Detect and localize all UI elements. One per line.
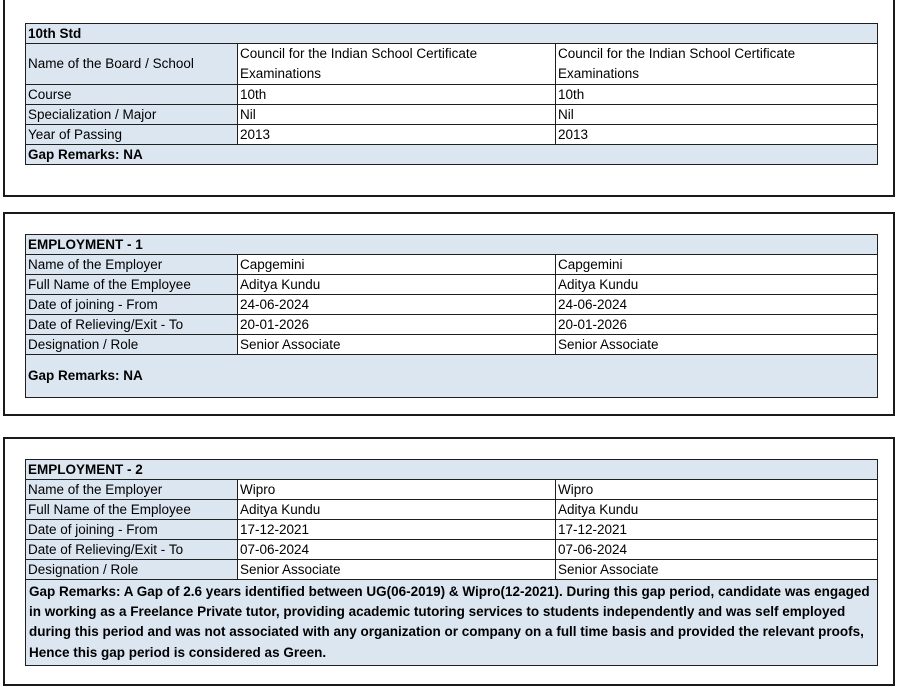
row-value-1: Aditya Kundu <box>238 500 556 520</box>
row-label: Full Name of the Employee <box>26 500 238 520</box>
section-title: EMPLOYMENT - 2 <box>26 460 878 480</box>
employment-2-panel <box>3 437 895 686</box>
row-value-1: Council for the Indian School Certificate Examinations <box>238 44 556 85</box>
gap-remarks: Gap Remarks: NA <box>26 355 878 398</box>
education-10th-table <box>25 23 878 165</box>
row-label: Designation / Role <box>26 335 238 355</box>
row-label: Date of Relieving/Exit - To <box>26 540 238 560</box>
row-label: Name of the Employer <box>26 480 238 500</box>
row-label: Date of joining - From <box>26 520 238 540</box>
employment-1-panel <box>3 212 895 416</box>
gap-remarks: Gap Remarks: NA <box>26 145 878 165</box>
row-label: Year of Passing <box>26 125 238 145</box>
table-row <box>26 105 878 125</box>
row-value-2: 20-01-2026 <box>556 315 878 335</box>
row-value-1: 17-12-2021 <box>238 520 556 540</box>
row-value-2: Senior Associate <box>556 335 878 355</box>
row-value-2: 10th <box>556 85 878 105</box>
row-label: Date of Relieving/Exit - To <box>26 315 238 335</box>
row-label: Specialization / Major <box>26 105 238 125</box>
table-row <box>26 125 878 145</box>
row-value-2: 24-06-2024 <box>556 295 878 315</box>
row-value-1: 2013 <box>238 125 556 145</box>
table-row <box>26 500 878 520</box>
row-value-1: Nil <box>238 105 556 125</box>
row-label: Name of the Employer <box>26 255 238 275</box>
row-value-1: 07-06-2024 <box>238 540 556 560</box>
row-value-2: 17-12-2021 <box>556 520 878 540</box>
row-label: Name of the Board / School <box>26 44 238 85</box>
row-value-2: Wipro <box>556 480 878 500</box>
row-value-2: Council for the Indian School Certificate Examinations <box>556 44 878 85</box>
row-label: Full Name of the Employee <box>26 275 238 295</box>
row-value-2: Senior Associate <box>556 560 878 580</box>
row-value-1: Senior Associate <box>238 335 556 355</box>
table-row <box>26 335 878 355</box>
table-row <box>26 44 878 85</box>
table-row <box>26 480 878 500</box>
row-value-2: Aditya Kundu <box>556 275 878 295</box>
table-row <box>26 315 878 335</box>
row-value-2: Capgemini <box>556 255 878 275</box>
table-row <box>26 275 878 295</box>
employment-2-table <box>25 459 878 666</box>
row-label: Date of joining - From <box>26 295 238 315</box>
row-value-1: Wipro <box>238 480 556 500</box>
row-label: Designation / Role <box>26 560 238 580</box>
table-row <box>26 540 878 560</box>
table-row <box>26 520 878 540</box>
gap-remarks: Gap Remarks: A Gap of 2.6 years identified between UG(06-2019) & Wipro(12-2021). During this gap period, candidate was engaged in working as a Freelance Private tutor, providing academic tutoring services to students independently and was self employed during this period and was not associated with any organization or company on a full time basis and provided the relevant proofs, Hence this gap period is considered as Green. <box>26 580 878 666</box>
section-title: EMPLOYMENT - 1 <box>26 235 878 255</box>
row-value-2: Nil <box>556 105 878 125</box>
row-value-1: 24-06-2024 <box>238 295 556 315</box>
employment-1-table <box>25 234 878 398</box>
row-value-1: Senior Associate <box>238 560 556 580</box>
table-row <box>26 85 878 105</box>
row-value-2: 07-06-2024 <box>556 540 878 560</box>
row-value-2: 2013 <box>556 125 878 145</box>
table-row <box>26 255 878 275</box>
table-row <box>26 295 878 315</box>
row-value-1: 10th <box>238 85 556 105</box>
table-row <box>26 560 878 580</box>
row-value-2: Aditya Kundu <box>556 500 878 520</box>
row-value-1: Aditya Kundu <box>238 275 556 295</box>
education-10th-panel <box>3 0 895 197</box>
section-title: 10th Std <box>26 24 878 44</box>
row-label: Course <box>26 85 238 105</box>
row-value-1: Capgemini <box>238 255 556 275</box>
row-value-1: 20-01-2026 <box>238 315 556 335</box>
